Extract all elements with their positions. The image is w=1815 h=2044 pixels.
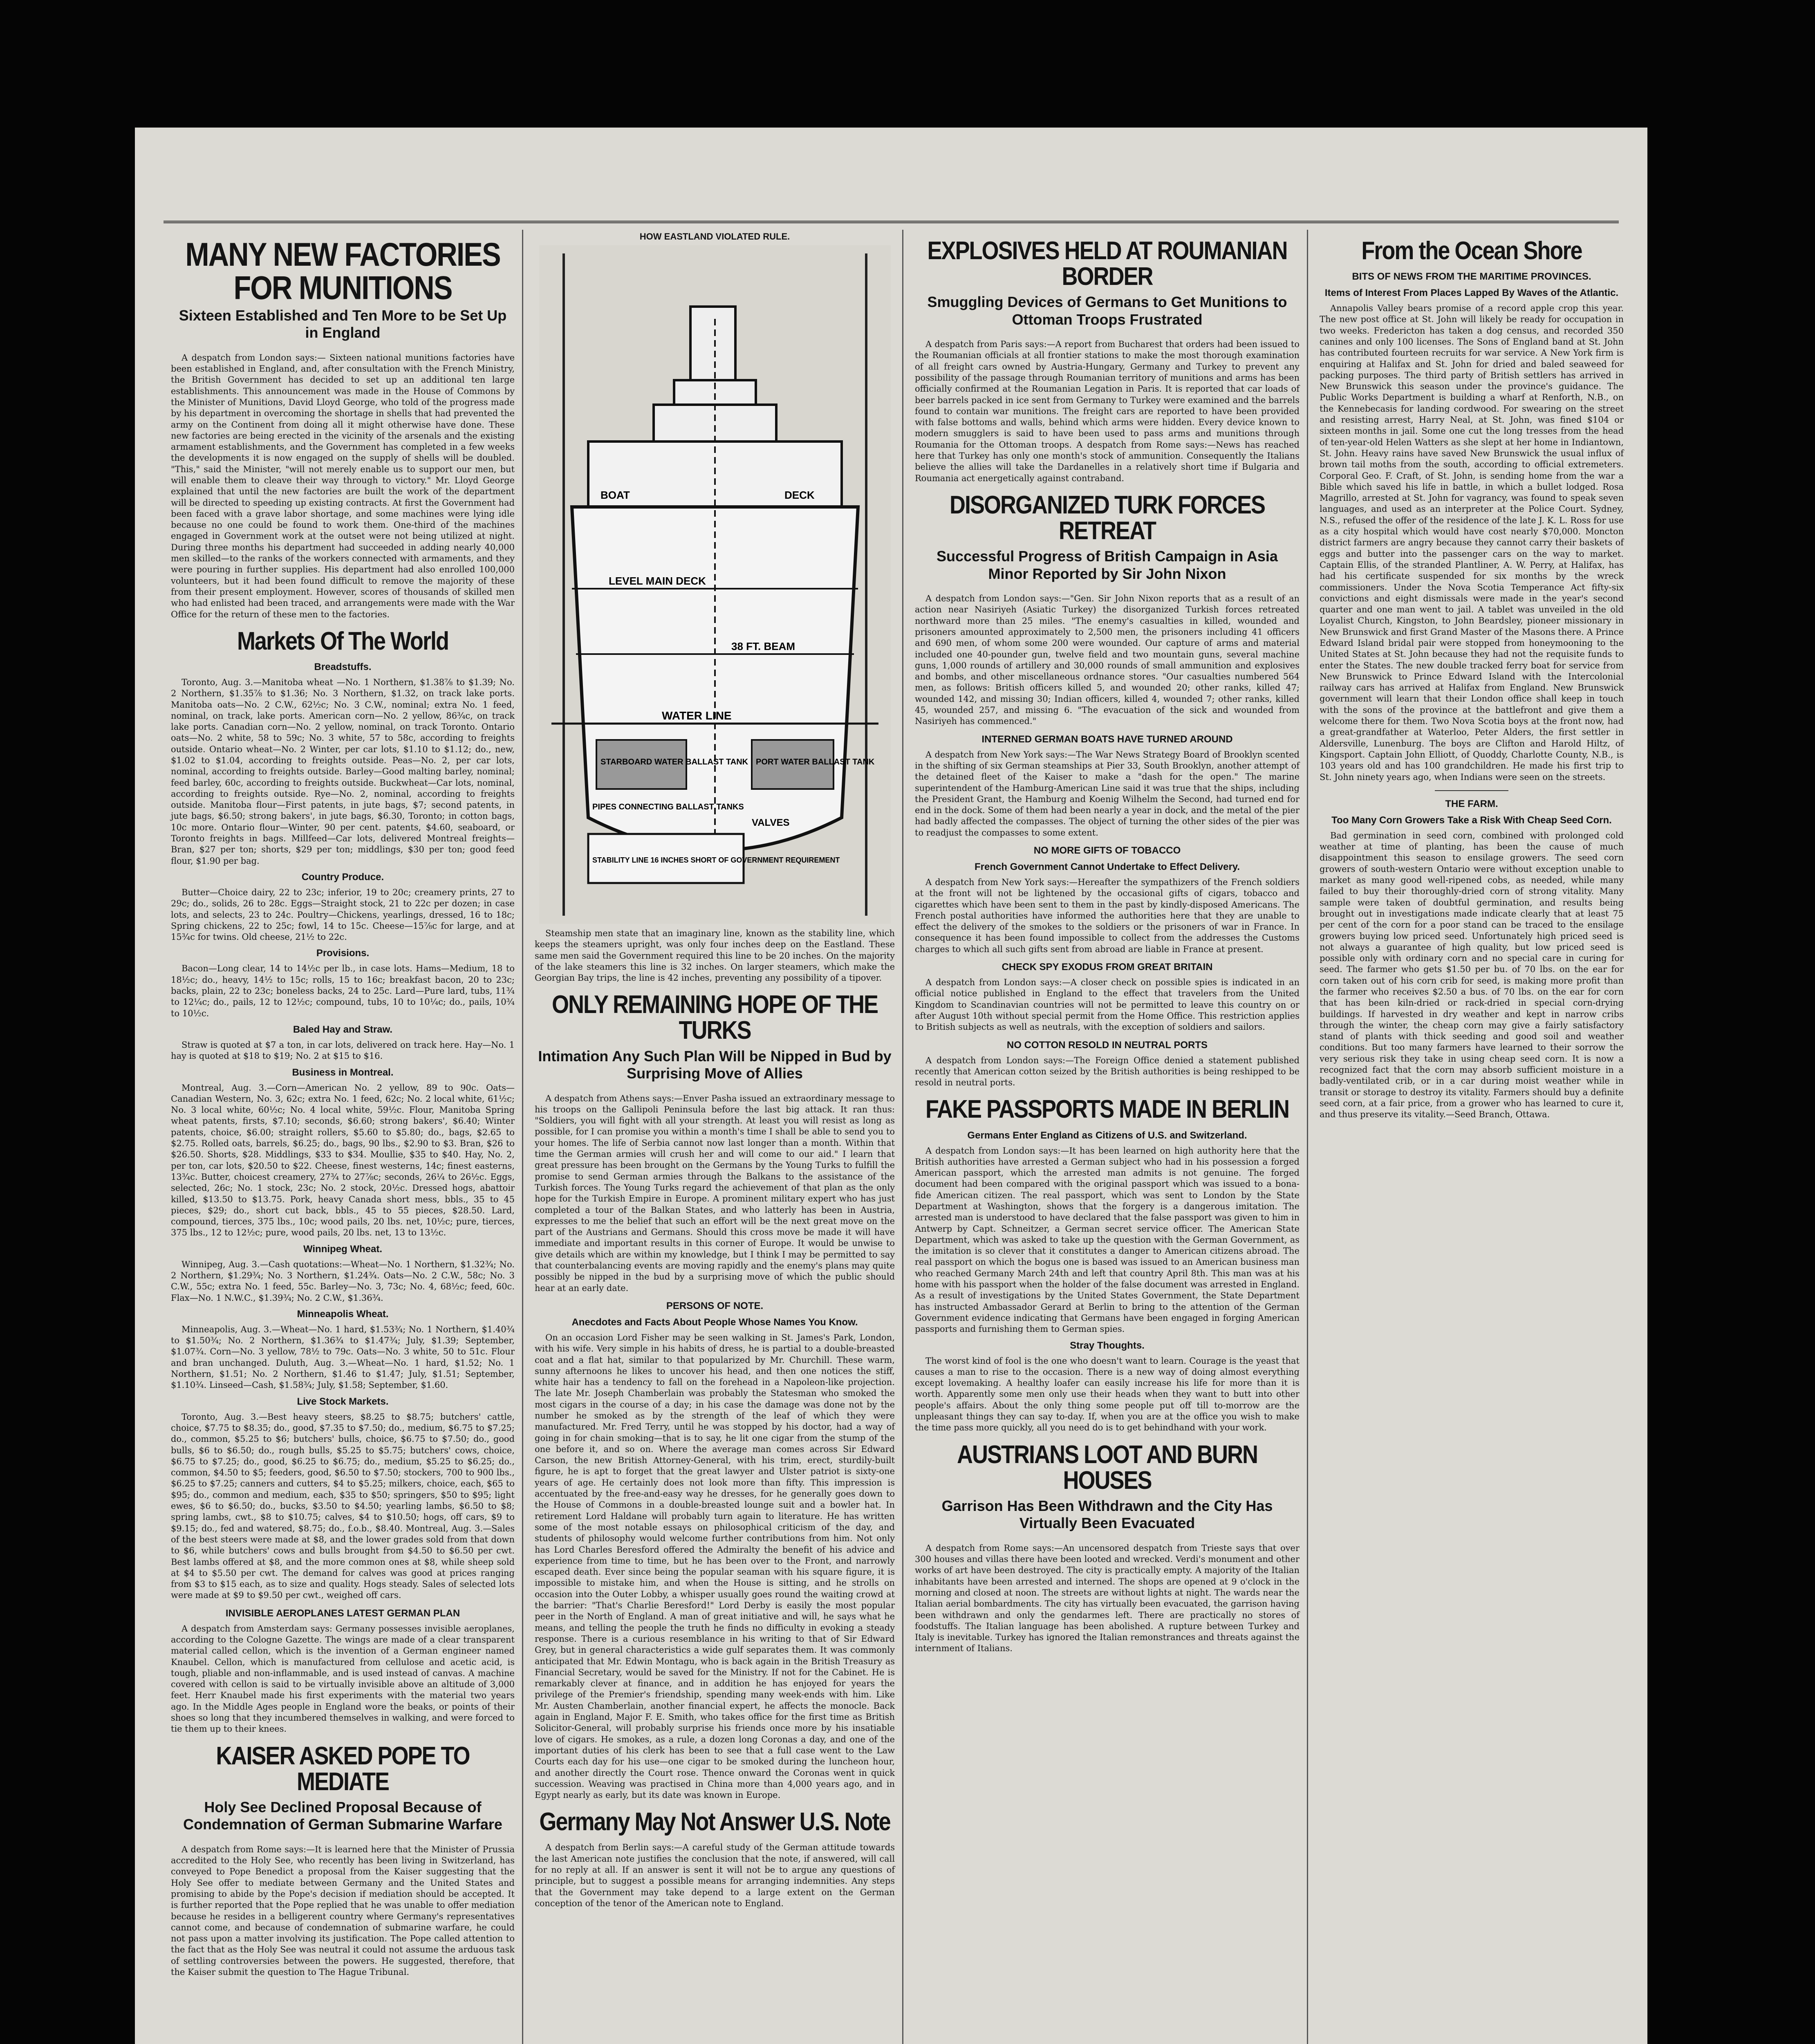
divider <box>1435 790 1508 791</box>
deck-munitions: Sixteen Established and Ten More to be Set Up in England <box>179 307 507 341</box>
body-turks: A despatch from Athens says:—Enver Pasha issued an extraordinary message to his troops on the Gallipoli Peninsula before the last big attack. It ran thus: "Soldiers, you will fight with all your strength. At least you will resist as long as possible, for I can promise you within a month's time I shall be able to send you to your homes. The life of Serbia cannot now last longer than a month. Within that time the German armies will crush her and will come to our aid." I learn that great pressure has been brought on the Germans by the Young Turks to fulfill the promise to send German armies through the Balkans to the assistance of the Turkish forces. The Young Turks regard the achievement of that plan as the only hope for the Turkish Empire in Europe. A prominent military expert who has just completed a tour of the Balkan States, and who latterly has been in Austria, expresses to me the belief that such an effort will be the next great move on the part of the Austrians and Germans. Should this cross move be made it will have immediate and important results in this corner of Europe. It would be unwise to give details which are within my knowledge, but I think I may be permitted to say that counterbalancing events are moving rapidly and the enemy's plans may quite possibly be nipped in the bud by a surprising move of which the public should hear at an early date. <box>535 1093 895 1293</box>
label-deck: DECK <box>784 489 815 501</box>
body-hay-straw: Straw is quoted at $7 a ton, in car lots, delivered on track here. Hay—No. 1 hay is quoted at $18 to $19; No. 2 at $15 to $16. <box>171 1040 515 1061</box>
headline-markets: Markets Of The World <box>237 627 449 655</box>
headline-explosives: EXPLOSIVES HELD AT ROUMANIAN BORDER <box>927 236 1287 291</box>
column-2 <box>527 230 903 2044</box>
headline-disorganized: DISORGANIZED TURK FORCES RETREAT <box>949 491 1265 545</box>
illustration-title: HOW EASTLAND VIOLATED RULE. <box>639 231 790 242</box>
label-main-deck: LEVEL MAIN DECK <box>608 575 706 587</box>
sub-stray-thoughts: Stray Thoughts. <box>1070 1340 1145 1351</box>
body-live-stock: Toronto, Aug. 3.—Best heavy steers, $8.25 to $8.75; butchers' cattle, choice, $7.75 to $8.35; do., good, $7.35 to $7.50; do., medium, $6.75 to $7.25; do., common, $5.25 to $6; butchers' bulls, choice, $6.75 to $7.50; do., good bulls, $6 to $6.50; do., rough bulls, $5.25 to $5.75; butchers' cows, choice, $6.75 to $7.25; do., good, $6.25 to $6.75; do., medium, $5.25 to $6.25; do., common, $4.50 to $5; feeders, good, $6.50 to $7.50; stockers, 700 to 900 lbs., $6.25 to $7.25; canners and cutters, $4 to $5.25; milkers, choice, each, $65 to $95; do., common and medium, each, $35 to $50; springers, $50 to $95; light ewes, $6 to $6.50; do., bucks, $3.50 to $4.50; yearling lambs, $6.50 to $8; spring lambs, cwt., $8 to $10.75; calves, $4 to $10.50; hogs, off cars, $9 to $9.15; do., fed and watered, $8.75; do., f.o.b., $8.40. Montreal, Aug. 3.—Sales of the best steers were made at $8, and the lower grades sold from that down to $6, while butchers' cows and bulls brought from $4.50 to $6.50 per cwt. Best lambs offered at $8, and the more common ones at $8, while sheep sold at $4 to $5.50 per cwt. The demand for calves was good at prices ranging from $3 to $15 each, as to size and quality. Hogs steady. Sales of selected lots were made at $9 to $9.50 per cwt., weighed off cars. <box>171 1412 515 1600</box>
body-fake-passports: A despatch from London says:—It has been learned on high authority here that the British authorities have arrested a German subject who had in his possession a forged American passport, which the arrested man admits is not genuine. The forged document had been compared with the original passport which was issued to a bona-fide American citizen. The real passport, which was sent to London by the State Department at Washington, shows that the forgery is a dangerous imitation. The arrested man is understood to have declared that the false passport was given to him in Antwerp by Capt. Schneitzer, a German secret service officer. The American State Department, which was asked to take up the question with the German Government, as the imitation is so clever that it constitutes a danger to American citizens abroad. The real passport on which the bogus one is based was issued to an American business man who reached Germany March 24th and left that country April 8th. This man was at his home with his passport when the holder of the false document was arrested in England. As a result of investigations by the United States Government, the State Department has instructed Ambassador Gerard at Berlin to bring to the attention of the German Government evidence indicating that Germans have been engaged in forging American passports and furnishing them to German spies. <box>915 1145 1300 1334</box>
column-4 <box>1312 230 1631 2044</box>
deck-persons-of-note: Anecdotes and Facts About People Whose Names You Know. <box>571 1316 858 1328</box>
label-port: PORT WATER BALLAST TANK <box>755 758 874 766</box>
body-provisions: Bacon—Long clear, 14 to 14½c per lb., in case lots. Hams—Medium, 18 to 18½c; do., heavy, 14½ to 15c; rolls, 15 to 16c; breakfast bacon, 20 to 23c; backs, plain, 22 to 23c; boneless backs, 24 to 25c. Lard—Pure lard, tubs, 11¾ to 12¼c; do., pails, 12 to 12½c; compound, tubs, 10 to 10¼c; do., pails, 10¾ to 10½c. <box>171 964 515 1018</box>
body-ocean-shore: Annapolis Valley bears promise of a record apple crop this year. The new post office at St. John will likely be ready for occupation in two weeks. Fredericton has taken a dog census, and recorded 350 canines and only 100 licenses. The Sons of England band at St. John has contributed fourteen recruits for war service. A New York firm is enquiring at Halifax and St. John for dried and baled seaweed for packing purposes. The third party of British settlers has arrived in New Brunswick this season under the province's guidance. The Public Works Department is building a wharf at Renforth, N.B., on the Kennebecasis for landing cordwood. For swearing on the street and resisting arrest, Harry Neal, at St. John, was fined $104 or sixteen months in jail. Some one cut the long tresses from the head of ten-year-old Helen Watters as she slept at her home in Indiantown, St. John. Heavy rains have saved New Brunswick the usual influx of brown tail moths from the south, according to official extremeters. Corporal Geo. F. Craft, of St. John, is sending home from the war a Bible which saved his life in battle, in which a bullet lodged. Rosa Magrillo, arrested at St. John for vagrancy, was found to speak seven languages, and used as an interpreter at the Police Court. Sydney, N.S., refused the offer of the residence of the late J. K. L. Ross for use as a city hospital which would have cost nearly $70,000. Moncton district farmers are angry because they cannot carry their baskets of eggs and butter into the passenger cars on the way to market. Captain Ellis, of the stranded Plantliner, A. W. Perry, at Halifax, has had his certificate suspended for six months by the wreck commissioners. Under the Nova Scotia Temperance Act fifty-six convictions and eight dismissals were made in the year's second quarter and one man went to jail. A tablet was unveiled in the old Loyalist Church, Kingston, to John Beardsley, pioneer missionary in New Brunswick and first Grand Master of the Masons there. A Prince Edward Island bridal pair were stopped from honeymooning to the United States at St. John because they had not the requisite funds to enter the States. The new double tracked ferry boat for service from New Brunswick to Prince Edward Island with the Intercolonial railway cars has arrived at Halifax from England. New Brunswick government will learn that their London office shall keep in touch with the sons of the province at the battlefront and give them a welcome there for them. Two Nova Scotia boys at the front now, had a great-grandfather at Waterloo, Peter Alders, the first settler in Aldersville, Lunenburg. The boys are Clifton and Harold Hiltz, of Kingsport. Captain John Elliott, of Quoddy, Charlotte County, N.B., is 103 years old and has 100 grandchildren. He made his first trip to St. John ninety years ago, when Indians were seen on the streets. <box>1320 303 1624 782</box>
deck-maritime: Items of Interest From Places Lapped By Waves of the Atlantic. <box>1324 287 1619 299</box>
sub-hay-straw: Baled Hay and Straw. <box>293 1024 393 1035</box>
label-valves: VALVES <box>751 817 789 828</box>
caption-eastland: Steamship men state that an imaginary line, known as the stability line, which keeps the steamers upright, was only four inches deep on the Eastland. These same men said the Government required this line to be 20 inches. On the majority of the lake steamers this line is 32 inches. On larger steamers, which make the Georgian Bay trips, the line is 42 inches, preventing any possibility of a tipover. <box>535 928 895 983</box>
headline-turks: ONLY REMAINING HOPE OF THE TURKS <box>551 991 878 1045</box>
label-water-line: WATER LINE <box>661 709 732 722</box>
sub-minneapolis: Minneapolis Wheat. <box>297 1308 389 1320</box>
headline-fake-passports: FAKE PASSPORTS MADE IN BERLIN <box>925 1095 1289 1123</box>
body-country-produce: Butter—Choice dairy, 22 to 23c; inferior, 19 to 20c; creamery prints, 27 to 29c; do., solids, 26 to 28c. Eggs—Straight stock, 21 to 22c per dozen; in case lots, and selects, 23 to 24c. Poultry—Chickens, yearlings, dressed, 16 to 18c; Spring chickens, 22 to 25c; fowl, 14 to 15c. Cheese—15⅞c for large, and at 15¾c for twins. Old cheese, 21½ to 22c. <box>171 887 515 942</box>
sub-tobacco: NO MORE GIFTS OF TOBACCO <box>1033 845 1181 856</box>
sub-the-farm: THE FARM. <box>1445 798 1498 809</box>
body-spy-exodus: A despatch from London says:—A closer check on possible spies is indicated in an official notice published in England to the effect that travelers from the United Kingdom to Scandinavian countries will not be permitted to leave this country on or after August 10th without special permit from the Home Office. This restriction applies to British subjects as well as neutrals, with the exception of soldiers and sailors. <box>915 977 1300 1032</box>
sub-persons-of-note: PERSONS OF NOTE. <box>666 1300 764 1311</box>
body-winnipeg: Winnipeg, Aug. 3.—Cash quotations:—Wheat—No. 1 Northern, $1.32¾; No. 2 Northern, $1.29¾; No. 3 Northern, $1.24¾. Oats—No. 2 C.W., 58c; No. 3 C.W., 55c; extra No. 1 feed, 55c. Barley—No. 3, 73c; No. 4, 68½c; feed, 60c. Flax—No. 1 N.W.C., $1.39¾; No. 2 C.W., $1.36¾. <box>171 1259 515 1303</box>
sub-interned-boats: INTERNED GERMAN BOATS HAVE TURNED AROUND <box>981 733 1233 745</box>
body-aeroplanes: A despatch from Amsterdam says: Germany possesses invisible aeroplanes, according to the Cologne Gazette. The wings are made of a clear transparent material called cellon, which is the invention of a German engineer named Knaubel. Cellon, which is manufactured from cellulose and acetic acid, is tough, pliable and non-inflammable, and is used instead of canvas. A machine covered with cellon is said to be virtually invisible above an altitude of 3,000 feet. Herr Knaubel made his first experiments with the material two years ago. In the Middle Ages people in England wore the beaks, or points of their shoes so long that they incumbered themselves in walking, and were forced to tie them up to their knees. <box>171 1623 515 1734</box>
sub-country-produce: Country Produce. <box>301 871 384 883</box>
deck-the-farm: Too Many Corn Growers Take a Risk With Cheap Seed Corn. <box>1331 814 1612 826</box>
body-disorganized: A despatch from London says:—"Gen. Sir John Nixon reports that as a result of an action near Nasiriyeh (Asiatic Turkey) the disorganized Turkish forces retreated northward more than 25 miles. "The enemy's casualties in killed, wounded and prisoners amounted approximately to 2,500 men, the prisoners including 41 officers and 690 men, of whom some 200 were wounded. Our capture of arms and material included one 40-pounder gun, twelve field and two mountain guns, several machine guns, 1,000 rounds of artillery and 30,000 rounds of small ammunition and explosives and bombs, and other miscellaneous ordnance stores. "Our casualties numbered 564 men, as follows: British officers killed 5, and wounded 20; other ranks, killed 47; wounded 142, and missing 30; Indian officers, killed 4, wounded 7; other ranks, killed 45, wounded 257, and missing 6. "The evacuation of the sick and wounded from Nasiriyeh has commenced." <box>915 594 1300 726</box>
body-the-farm: Bad germination in seed corn, combined with prolonged cold weather at time of planting, has been the cause of much disappointment this season to ensilage growers. The seed corn growers of south-western Ontario were without exception unable to market as many good well-ripened cobs, as needed, while many failed to buy their thoroughly-dried corn of strong vitality. Many sample were taken of doubtful germination, and results being brought out in investigations made indicate clearly that at least 75 per cent of the corn for a poor stand can be traced to the ensilage growers buying low priced seed. Unfortunately high priced seed is not always a guarantee of high quality, but low priced seed is possible only with ordinary corn and no special care in curing for seed. The farmer who gets $1.50 per bu. of 70 lbs. on the ear for corn taken out of his corn crib for seed, is making more profit than the farmer who receives $2.50 a bus. of 70 lbs. on the ear for corn that has been kiln-dried or rack-dried in special corn-drying buildings. If harvested in dry weather and kept in narrow cribs through the winter, the cheap corn may give a fairly satisfactory stand of plants with thick seeding and good soil and weather conditions. But too many farmers have learned to their sorrow the very serious risk they take in using cheap seed corn. It is now a recognized fact that the corn may absorb sufficient moisture in a badly-ventilated crib, or in a car during moist weather while in transit or storage to destroy its vitality. Farmers should buy a definite seed corn, at a fair price, from a grower who has learned to cure it, and thus preserve its vitality.—Seed Branch, Ottawa. <box>1320 830 1624 1120</box>
sub-montreal: Business in Montreal. <box>292 1067 394 1078</box>
headline-germany-note: Germany May Not Answer U.S. Note <box>539 1807 890 1836</box>
label-stability: STABILITY LINE 16 INCHES SHORT OF GOVERNMENT REQUIREMENT <box>592 856 840 864</box>
label-pipes: PIPES CONNECTING BALLAST TANKS <box>592 802 744 811</box>
body-stray-thoughts: The worst kind of fool is the one who doesn't want to learn. Courage is the yeast that causes a man to rise to the occasion. There is a new way of doing almost everything except lovemaking. A healthy loafer can easily increase his life for more than it is worth. Apparently some men only use their heads when they want to butt into other people's affairs. About the only thing some people put off till to-morrow are the unpleasant things they can say to-day. If, when you are at the office you wish to make the time pass more quickly, all you need do is to get behindhand with your work. <box>915 1356 1300 1433</box>
body-kaiser: A despatch from Rome says:—It is learned here that the Minister of Prussia accredited to the Holy See, who recently has been living in Switzerland, has conveyed to Pope Benedict a proposal from the Kaiser suggesting that the Holy See offer to mediate between Germany and the United States and promising to abide by the Pope's decision if mediation should be accepted. It is further reported that the Pope replied that he was unable to offer mediation because he resides in a belligerent country where Germany's representatives cannot come, and because of condemnation of submarine warfare, he could not pass upon a matter involving its justification. The Pope called attention to the fact that as the Holy See was neutral it could not assume the arduous task of settling controversies between the powers. He suggested, therefore, that the Kaiser submit the question to The Hague Tribunal. <box>171 1844 515 1977</box>
sub-aeroplanes: INVISIBLE AEROPLANES LATEST GERMAN PLAN <box>225 1607 460 1619</box>
column-3 <box>908 230 1308 2044</box>
top-rule <box>164 221 1619 223</box>
deck-kaiser: Holy See Declined Proposal Because of Condemnation of German Submarine Warfare <box>183 1798 502 1833</box>
sub-breadstuffs: Breadstuffs. <box>314 661 372 672</box>
deck-explosives: Smuggling Devices of Germans to Get Munitions to Ottoman Troops Frustrated <box>927 294 1287 328</box>
headline-ocean-shore: From the Ocean Shore <box>1361 236 1582 265</box>
sub-live-stock: Live Stock Markets. <box>297 1396 389 1407</box>
deck-turks: Intimation Any Such Plan Will be Nipped in Bud by Surprising Move of Allies <box>538 1047 892 1082</box>
eastland-diagram <box>539 245 891 924</box>
body-germany-note: A despatch from Berlin says:—A careful study of the German attitude towards the last American note justifies the conclusion that the note, if answered, will call for no reply at all. If an answer is sent it will not be to argue any questions of principle, but to suggest a possible means for arranging indemnities. Any steps that the Government may take depend to a large extent on the German conception of the tenor of the American note to England. <box>535 1842 895 1908</box>
deck-tobacco: French Government Cannot Undertake to Effect Delivery. <box>974 861 1240 872</box>
sub-maritime: BITS OF NEWS FROM THE MARITIME PROVINCES. <box>1352 271 1591 282</box>
deck-disorganized: Successful Progress of British Campaign in Asia Minor Reported by Sir John Nixon <box>937 548 1278 582</box>
body-cotton: A despatch from London says:—The Foreign Office denied a statement published recently that American cotton seized by the British authorities is being reshipped to be resold in neutral ports. <box>915 1055 1300 1088</box>
label-starboard: STARBOARD WATER BALLAST TANK <box>600 758 748 766</box>
sub-spy-exodus: CHECK SPY EXODUS FROM GREAT BRITAIN <box>1002 961 1213 973</box>
body-munitions: A despatch from London says:— Sixteen national munitions factories have been established in England, and, after consultation with the French Ministry, the British Government has decided to set up an additional ten large establishments. This announcement was made in the House of Commons by the Minister of Munitions, David Lloyd George, who told of the progress made by his department in overcoming the shortage in shells that had prevented the army on the Continent from doing all it might otherwise have done. These new factories are being erected in the vicinity of the arsenals and the existing armament establishments, and the Government has completed in a few weeks the developments it is now engaged on the supply of shells will be doubled. "This," said the Minister, "will not merely enable us to support our men, but will enable them to cleave their way through to victory." Mr. Lloyd George explained that until the new factories are built the work of the department will be directed to speeding up existing contracts. At first the Government had been faced with a grave labor shortage, and some machines were lying idle because no one could be found to work them. One-third of the machines engaged in Government work at the outset were not being utilized at night. During three months his department had succeeded in adding nearly 40,000 men skilled—to the ranks of the workers connected with armaments, and they were pouring in further supplies. His department had also enrolled 100,000 volunteers, but it had been found difficult to remove the majority of these from their present employment. However, scores of thousands of skilled men who had enlisted had been traced, and arrangements were made with the War Office for the return of these men to the factories. <box>171 352 515 619</box>
body-breadstuffs: Toronto, Aug. 3.—Manitoba wheat —No. 1 Northern, $1.38⅞ to $1.39; No. 2 Northern, $1.35⅞ to $1.36; No. 3 Northern, $1.32, on track lake ports. Manitoba oats—No. 2 C.W., 62½c; No. 3 C.W., nominal; extra No. 1 feed, nominal, on track, lake ports. American corn—No. 2 yellow, 86¾c, on track lake ports. Canadian corn—No. 2 yellow, nominal, on track Toronto. Ontario oats—No. 2 white, 58 to 59c; No. 3 white, 57 to 58c, according to freights outside. Ontario wheat—No. 2 Winter, per car lots, $1.10 to $1.12; do., new, $1.02 to $1.04, according to freights outside. Peas—No. 2, per car lots, nominal, according to freights outside. Barley—Good malting barley, nominal; feed barley, 60c, according to freights outside. Buckwheat—Car lots, nominal, according to freights outside. Rye—No. 2, nominal, according to freights outside. Manitoba flour—First patents, in jute bags, $7; second patents, in jute bags, $6.50; strong bakers', in jute bags, $6.30, Toronto; in cotton bags, 10c more. Ontario flour—Winter, 90 per cent. patents, $4.60, seaboard, or Toronto freights in bags. Millfeed—Car lots, delivered Montreal freights—Bran, $27 per ton; shorts, $29 per ton; middlings, $30 per ton; good feed flour, $1.90 per bag. <box>171 677 515 866</box>
headline-kaiser: KAISER ASKED POPE TO MEDIATE <box>216 1741 470 1796</box>
sub-provisions: Provisions. <box>316 948 370 959</box>
body-tobacco: A despatch from New York says:—Hereafter the sympathizers of the French soldiers at the front will not be lightened by the occasional gifts of cigars, tobacco and cigarettes which have been sent to them in the past by kindly-disposed Americans. The French postal authorities have informed the authorities here that they are unable to effect the delivery of the smokes to the soldiers or the prisoners of war in France. In consequence it has been found impossible to collect from the addresses the Customs charges to which all such gifts sent from abroad are liable in France at present. <box>915 877 1300 954</box>
label-boat: BOAT <box>600 489 630 501</box>
body-explosives: A despatch from Paris says:—A report from Bucharest that orders had been issued to the Roumanian officials at all frontier stations to make the most thorough examination of all freight cars owned by Austria-Hungary, Germany and Turkey to prevent any possibility of the passage through Roumanian territory of munitions and arms has been officially confirmed at the Roumanian Legation in Paris. It is reported that car loads of beer barrels packed in ice sent from Germany to Turkey were examined and the barrels found to contain war munitions. The freight cars are reported to have been provided with false bottoms and walls, behind which arms were hidden. Every device known to modern smugglers is said to have been used to pass arms and munitions through Roumania for the Ottoman troops. A despatch from Rome says:—News has reached here that Turkey has only one month's stock of ammunition. Consequently the Italians believe the allies will take the Dardanelles in a relatively short time if Bulgaria and Roumania act energetically against contraband. <box>915 339 1300 483</box>
body-interned-boats: A despatch from New York says:—The War News Strategy Board of Brooklyn scented in the shifting of six German steamships at Pier 33, South Brooklyn, another attempt of the detained fleet of the Kaiser to make a "dash for the open." The marine superintendent of the Hamburg-American Line said it was true that the ships, including the President Grant, the Hamburg and Koenig Wilhelm the Second, had turned end for end in the dock. Some of them had been nearly a year in dock, and the metal of the pier had badly affected the compasses. The object of turning the other sides of the pier was to readjust the compasses to some extent. <box>915 749 1300 838</box>
newspaper-page <box>135 128 1647 2044</box>
column-1 <box>164 230 523 2044</box>
headline-austrians: AUSTRIANS LOOT AND BURN HOUSES <box>957 1440 1257 1495</box>
body-montreal: Montreal, Aug. 3.—Corn—American No. 2 yellow, 89 to 90c. Oats—Canadian Western, No. 3, 62c; extra No. 1 feed, 62c; No. 2 local white, 61½c; No. 3 local white, 60½c; No. 4 local white, 59½c. Flour, Manitoba Spring wheat patents, firsts, $7.10; seconds, $6.60; strong bakers', $6.40; Winter patents, choice, $6.00; straight rollers, $5.60 to $5.80; do., bags, $2.65 to $2.75. Rolled oats, barrels, $6.25; do., bags, 90 lbs., $2.90 to $3. Bran, $26 to $26.50. Shorts, $28. Middlings, $33 to $34. Moullie, $35 to $40. Hay, No. 2, per ton, car lots, $20.50 to $22. Cheese, finest westerns, 14c; finest easterns, 13¾c. Butter, choicest creamery, 27¾ to 27⅞c; seconds, 26¼ to 26½c. Eggs, selected, 26c; No. 1 stock, 23c; No. 2 stock, 20½c. Dressed hogs, abattoir killed, $13.50 to $13.75. Pork, heavy Canada short mess, bbls., 35 to 45 pieces, $29; do., short cut back, bbls., 45 to 55 pieces, $28.50. Lard, compound, tierces, 375 lbs., 10c; wood pails, 20 lbs. net, 10½c; pure, tierces, 375 lbs., 12 to 12½c; pure, wood pails, 20 lbs. net, 13 to 13½c. <box>171 1083 515 1238</box>
body-austrians: A despatch from Rome says:—An uncensored despatch from Trieste says that over 300 houses and villas there have been looted and wrecked. Verdi's monument and other works of art have been destroyed. The city is practically empty. A majority of the Italian inhabitants have been arrested and interned. The shops are opened at 9 o'clock in the morning and closed at noon. The streets are without lights at night. The wards near the Italian aerial bombardments. The city has virtually been evacuated, the garrison having been withdrawn and only the gendarmes left. There are practically no stores of foodstuffs. The Italian language has been abolished. A rupture between Turkey and Italy is inevitable. Turkey has ignored the Italian remonstrances and threats against the internment of Italians. <box>915 1543 1300 1654</box>
body-persons-of-note: On an occasion Lord Fisher may be seen walking in St. James's Park, London, with his wife. Very simple in his habits of dress, he is partial to a double-breasted coat and a flat hat, similar to that popularized by Mr. Churchill. These warm, sunny afternoons he likes to uncover his head, and then one notices the stiff, white hair has a tendency to fall on the forehead in a Napoleon-like projection. The late Mr. Joseph Chamberlain was probably the Statesman who smoked the most cigars in the course of a day; in his case the damage was done not by the number he smoked as by the strength of the leaf of which they were manufactured. Mr. Fred Terry, until he was stopped by his doctor, had a way of going in for chain smoking—that is to say, he lit one cigar from the stump of the one before it, and so on. Where the average man comes across Sir Edward Carson, the new British Attorney-General, with his trim, erect, sturdily-built figure, he is apt to forget that the great lawyer and Ulster patriot is sixty-one years of age. He certainly does not look more than fifty. This impression is accentuated by the free-and-easy way he dresses, for he generally goes down to the House of Commons in a double-breasted lounge suit and a bowler hat. In retirement Lord Haldane will probably turn again to literature. He has written some of the most notable essays on philosophical criticism of the day, and students of philosophy would welcome further contributions from him. Not only has Lord Charles Beresford offered the Admiralty the benefit of his advice and experience from time to time, but he has been over to the Front, and narrowly escaped death. Ever since being the popular seaman with his square figure, it is impossible to mistake him, and when the House is sitting, and he strolls on occasion into the Outer Lobby, a whisper usually goes round the waiting crowd at the barrier: "That's Charlie Beresford!" Lord Derby is easily the most popular peer in the North of England. A man of great initiative and will, he says what he means, and telling the people the truth he finds no difficulty in evoking a steady response. There is a curious resemblance in his writing to that of Sir Edward Grey, but in general characteristics a wide gulf separates them. It was commonly anticipated that Mr. Edwin Montagu, who is back again in the British Treasury as Financial Secretary, would be saved for the Ministry. If not for the Cabinet. He is remarkably clever at finance, and in addition he has enjoyed for years the privilege of the Premier's friendship, spending many week-ends with him. Like Mr. Austen Chamberlain, another financial expert, he affects the monocle. Back again in England, Major F. E. Smith, who takes office for the first time as British Solicitor-General, will probably surprise his friends once more by his insatiable love of cigars. He smokes, as a rule, a dozen long Coronas a day, and one of the important duties of his clerk has been to see that a full case went to the Law Courts each day for his use—one cigar to be smoked during the luncheon hour, and another directly the Court rose. Thence onward the Coronas went in quick succession. Weaving was practised in China more than 4,000 years ago, and in Egypt nearly as early, but its date was known in Europe. <box>535 1332 895 1800</box>
deck-fake-passports: Germans Enter England as Citizens of U.S. and Switzerland. <box>967 1130 1247 1141</box>
deck-austrians: Garrison Has Been Withdrawn and the City Has Virtually Been Evacuated <box>941 1497 1273 1532</box>
body-minneapolis: Minneapolis, Aug. 3.—Wheat—No. 1 hard, $1.53¾; No. 1 Northern, $1.40¾ to $1.50¾; No. 2 Northern, $1.36¾ to $1.47¾; July, $1.39; September, $1.07¾. Corn—No. 3 yellow, 78½ to 79c. Oats—No. 3 white, 50 to 51c. Flour and bran unchanged. Duluth, Aug. 3.—Wheat—No. 1 hard, $1.52; No. 1 Northern, $1.51; No. 2 Northern, $1.46 to $1.47; July, $1.51; September, $1.10¾. Linseed—Cash, $1.58¾; July, $1.58; September, $1.60. <box>171 1324 515 1390</box>
sub-winnipeg: Winnipeg Wheat. <box>303 1243 383 1255</box>
sub-cotton: NO COTTON RESOLD IN NEUTRAL PORTS <box>1006 1039 1208 1051</box>
funnel-shape <box>690 307 735 380</box>
label-beam: 38 FT. BEAM <box>731 640 795 652</box>
headline-munitions: MANY NEW FACTORIES FOR MUNITIONS <box>185 236 500 307</box>
